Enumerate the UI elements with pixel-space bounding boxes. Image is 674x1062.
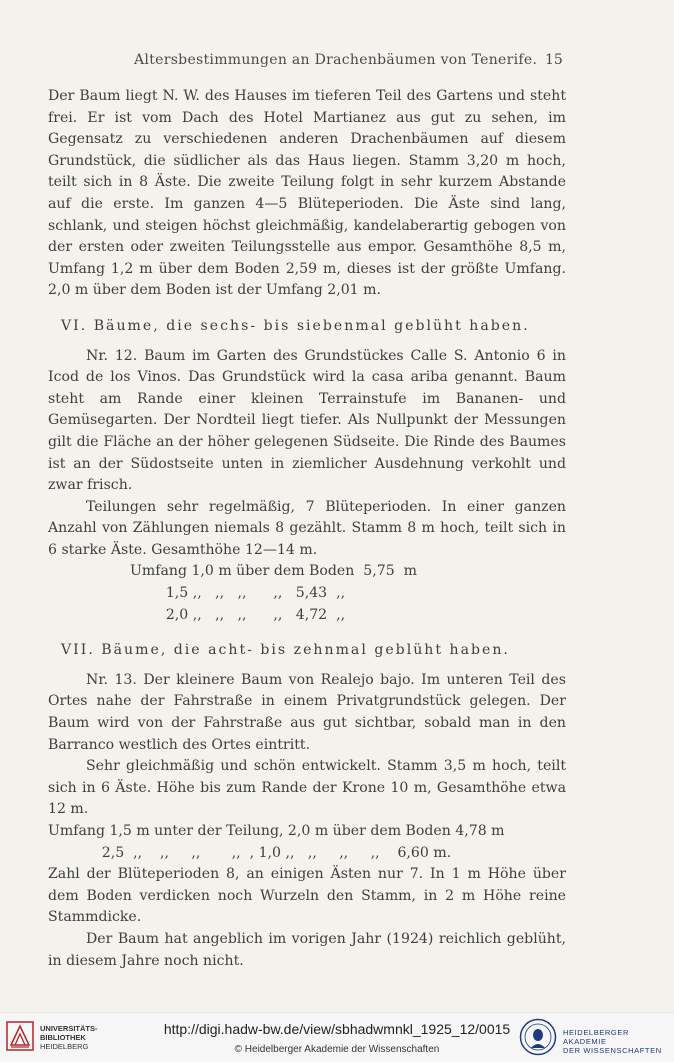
section-heading-vii: VII. Bäume, die acht- bis zehnmal geblüht haben. (61, 642, 510, 659)
paragraph: Der Baum hat angeblich im vorigen Jahr (1924) reichlich geblüht, in diesem Jahre noch nicht. (48, 930, 566, 969)
page-number: 15 (545, 52, 563, 68)
body-text (48, 86, 566, 972)
paragraph: Der Baum liegt N. W. des Hauses im tieferen Teil des Gartens und steht frei. Er ist vom Dach des Hotel Martianez aus gut zu sehen, im Gegensatz zu verschiedenen anderen Drachenbäumen auf diesem Grundstück, die südlicher als das Haus liegen. Stamm 3,20 m hoch, teilt sich in 8 Äste. Die zweite Teilung folgt in sehr kurzem Abstande auf die erste. Im ganzen 4—5 Blüteperioden. Die Äste sind lang, schlank, und steigen höchst gleichmäßig, kandelaberartig gebogen von der ersten oder zweiten Teilungsstelle aus empor. Gesamthöhe 8,5 m, Umfang 1,2 m über dem Boden 2,59 m, dieses ist der größte Umfang. 2,0 m über dem Boden ist der Umfang 2,01 m. (48, 88, 566, 299)
measurement-row: 1,5 ,, ,, ,, ,, 5,43 ,, (130, 585, 346, 602)
paragraph: Teilungen sehr regelmäßig, 7 Blüteperioden. In einer ganzen Anzahl von Zählungen niemals 8 gezählt. Stamm 8 m hoch, teilt sich in 6 starke Äste. Gesamthöhe 12—14 m. (48, 498, 566, 558)
measurement-row: Umfang 1,0 m über dem Boden 5,75 m (130, 563, 417, 580)
copyright-notice: © Heidelberger Akademie der Wissenschaften (234, 1044, 440, 1055)
measurement-row: 2,0 ,, ,, ,, ,, 4,72 ,, (130, 606, 346, 623)
measurement-row: Umfang 1,5 m unter der Teilung, 2,0 m über dem Boden 4,78 m (48, 823, 505, 839)
running-header (0, 52, 674, 72)
permalink-url[interactable]: http://digi.hadw-bw.de/view/sbhadwmnkl_1925_12/0015 (163, 1021, 511, 1037)
academy-seal-icon (519, 1018, 557, 1056)
paragraph: Nr. 12. Baum im Garten des Grundstückes Calle S. Antonio 6 in Icod de los Vinos. Das Grundstück wird la casa ariba genannt. Baum steht am Rande einer kleinen Terrainstufe im Bananen- und Gemüsegarten. Der Nordteil liegt tiefer. Als Nullpunkt der Messungen gilt die Fläche an der höher gelegenen Südseite. Die Rinde des Baumes ist an der Südostseite unten in ziemlicher Ausdehnung verkohlt und zwar frisch. (48, 347, 566, 494)
university-library-name: UNIVERSITÄTS- BIBLIOTHEK HEIDELBERG (40, 1024, 98, 1051)
measurement-row: 2,5 ,, ,, ,, ,, , 1,0 ,, ,, ,, ,, 6,60 m. (48, 844, 452, 861)
academy-name: HEIDELBERGER AKADEMIE DER WISSENSCHAFTEN (563, 1028, 662, 1055)
paragraph: Sehr gleichmäßig und schön entwickelt. Stamm 3,5 m hoch, teilt sich in 6 Äste. Höhe bis zum Rande der Krone 10 m, Gesamthöhe etwa 12 m. (48, 758, 566, 818)
paragraph: Nr. 13. Der kleinere Baum von Realejo bajo. Im unteren Teil des Ortes nahe der Fahrstraße in einem Privatgrundstück gelegen. Der Baum wird von der Fahrstraße aus gut sichtbar, sobald man in den Barranco westlich des Ortes eintritt. (48, 671, 566, 753)
viewer-footer (0, 1012, 674, 1062)
section-heading-vi: VI. Bäume, die sechs- bis siebenmal geblüht haben. (61, 317, 530, 334)
paragraph: Zahl der Blüteperioden 8, an einigen Ästen nur 7. In 1 m Höhe über dem Boden verdicken noch Wurzeln den Stamm, in 2 m Höhe reine Stammdicke. (48, 866, 566, 926)
running-title: Altersbestimmungen an Drachenbäumen von Tenerife. (134, 52, 538, 68)
